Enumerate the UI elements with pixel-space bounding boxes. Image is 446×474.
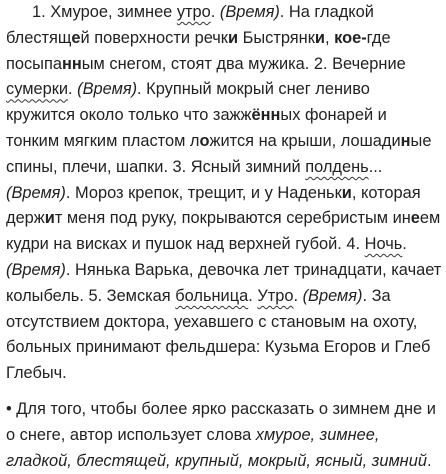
underlined-word: Утро [257,286,294,305]
text-run: . [68,80,78,99]
text-run: , которая держ [6,183,421,228]
text-run: . За отсутствием доктора, уехавшего с становым на охоту, больных принимают фельдшера: Кузьма Егоров и Глеб Глебыч. [6,286,431,383]
italic-run: (Время) [219,3,280,21]
text-run: , [324,28,335,47]
text-run: ... [368,157,383,176]
text-run: ым снегом, стоят два мужика. 2. Вечерние [81,54,406,73]
text-run: ые спины, плечи, шапки. 3. Ясный зимний [6,131,432,176]
underlined-word: Ночь [364,235,403,254]
italic-run: (Время) [302,286,363,305]
text-run: . [426,451,432,470]
bold-letter-run: кое- [334,28,367,47]
underlined-word: больница [175,286,249,305]
text-run: т меня под руку, покрываются серебристым ин [54,209,411,228]
text-paragraph-2 [6,397,442,474]
italic-run: хмурое, зимнее, гладкой, блестящей, крупный, мокрый, ясный, зимний [6,425,427,470]
text-run: где посыпа [6,28,391,73]
text-run: . [293,286,303,305]
text-run: . [210,3,220,21]
document-body [6,0,442,474]
bold-letter-run: е [410,209,420,228]
text-run: . Нянька Варька, девочка лет тринадцати, качает колыбель. 5. Земская [6,260,442,305]
text-run: . [248,286,258,305]
bold-letter-run: о [199,131,210,150]
italic-run: (Время) [6,260,66,279]
italic-run: (Время) [6,183,66,202]
bold-letter-run: и [227,28,239,47]
underlined-word: полдень [305,157,369,176]
text-run: . На гладкой блестящ [6,3,374,47]
text-run: Быстрянк [238,28,315,47]
text-run: ых фонарей и тонким мягким пластом л [6,106,387,150]
italic-run: (Время) [77,80,138,99]
underlined-word: утро [176,3,211,21]
bold-letter-run: и [44,209,55,228]
text-run: . Мороз крепок, трещит, и у Наденьк [65,183,342,202]
bold-letter-run: нн [61,54,82,73]
text-run: 1. Хмурое, зимнее [32,3,177,21]
bold-letter-run: е [71,28,81,47]
text-run: жится на крыши, лошади [209,131,401,150]
text-run: . [402,235,407,254]
text-paragraph-1 [6,0,442,387]
text-run: • Для того, чтобы более ярко рассказать о зимнем дне и о снеге, автор использует слова [6,399,436,444]
underlined-word: сумерки [6,80,69,99]
bold-letter-run: ённ [251,106,281,125]
bold-letter-run: и [341,183,352,202]
text-run: й поверхности речк [80,28,228,47]
bold-letter-run: н [400,131,411,150]
text-run: ем кудри на висках и пушок над верхней губой. 4. [6,209,441,254]
bold-letter-run: и [314,28,325,47]
text-run: . Крупный мокрый снег лениво кружится около только что зажж [6,80,370,125]
